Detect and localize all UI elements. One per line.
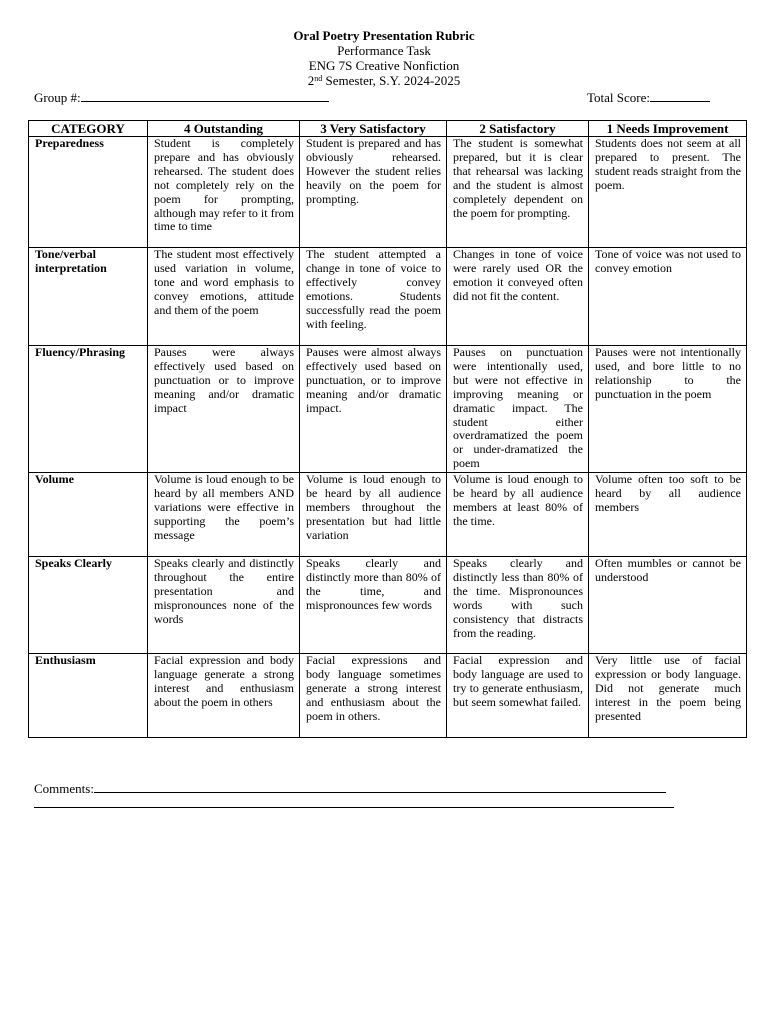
table-row (29, 248, 747, 346)
criteria-cell: Students does not seem at all prepared to present. The student reads straight from the poem. (589, 137, 747, 248)
criteria-cell: Pauses were not intentionally used, and bore little to no relationship to the punctuation in the poem (589, 346, 747, 473)
table-row (29, 473, 747, 557)
total-score-blank-line[interactable] (650, 89, 710, 102)
category-cell: Tone/verbal interpretation (29, 248, 148, 346)
criteria-cell: Pauses on punctuation were intentionally used, but were not effective in improving meaning or dramatic impact. The student either overdramatized the poem or under-dramatized the poem (447, 346, 589, 473)
document-header (0, 28, 768, 88)
rubric-table (28, 120, 747, 738)
criteria-cell: Volume is loud enough to be heard by all members AND variations were effective in supporting the poem’s message (148, 473, 300, 557)
criteria-cell: Volume is loud enough to be heard by all audience members at least 80% of the time. (447, 473, 589, 557)
criteria-cell: Pauses were almost always effectively used based on punctuation, or to improve meaning and/or dramatic impact. (300, 346, 447, 473)
category-cell: Enthusiasm (29, 654, 148, 738)
criteria-cell: Facial expression and body language are used to try to generate enthusiasm, but seem somewhat failed. (447, 654, 589, 738)
semester-line (0, 73, 768, 88)
table-row (29, 654, 747, 738)
comments-field[interactable] (34, 780, 666, 797)
comments-blank-line[interactable] (94, 780, 666, 793)
table-row (29, 557, 747, 654)
semester-suffix: nd (314, 74, 323, 83)
semester-rest: Semester, S.Y. 2024-2025 (322, 73, 461, 88)
total-score-field[interactable] (587, 89, 710, 106)
category-cell: Preparedness (29, 137, 148, 248)
table-header-row (29, 121, 747, 137)
criteria-cell: Student is prepared and has obviously rehearsed. However the student relies heavily on the poem for prompting. (300, 137, 447, 248)
criteria-cell: Facial expressions and body language sometimes generate a strong interest and enthusiasm about the poem in others. (300, 654, 447, 738)
column-header: 2 Satisfactory (447, 121, 589, 137)
criteria-cell: Speaks clearly and distinctly more than 80% of the time, and mispronounces few words (300, 557, 447, 654)
total-score-label: Total Score: (587, 90, 650, 105)
table-row (29, 346, 747, 473)
criteria-cell: Volume often too soft to be heard by all audience members (589, 473, 747, 557)
criteria-cell: Volume is loud enough to be heard by all audience members throughout the presentation but had little variation (300, 473, 447, 557)
category-cell: Volume (29, 473, 148, 557)
column-header: CATEGORY (29, 121, 148, 137)
criteria-cell: Tone of voice was not used to convey emotion (589, 248, 747, 346)
column-header: 4 Outstanding (148, 121, 300, 137)
semester-ordinal: 2 (307, 73, 315, 88)
document-title: Oral Poetry Presentation Rubric (293, 28, 475, 43)
table-row (29, 137, 747, 248)
category-cell: Fluency/Phrasing (29, 346, 148, 473)
criteria-cell: The student is somewhat prepared, but it is clear that rehearsal was lacking and the student is almost completely dependent on the poem for prompting. (447, 137, 589, 248)
course-name: ENG 7S Creative Nonfiction (308, 58, 460, 73)
criteria-cell: The student most effectively used variation in volume, tone and word emphasis to convey emotions, attitude and them of the poem (148, 248, 300, 346)
criteria-cell: Speaks clearly and distinctly less than 80% of the time. Mispronounces words with such consistency that distracts from the reading. (447, 557, 589, 654)
group-blank-line[interactable] (81, 89, 329, 102)
column-header: 3 Very Satisfactory (300, 121, 447, 137)
criteria-cell: Changes in tone of voice were rarely used OR the emotion it conveyed often did not fit the content. (447, 248, 589, 346)
group-number-field[interactable] (34, 89, 329, 106)
group-label: Group #: (34, 90, 81, 105)
criteria-cell: Pauses were always effectively used based on punctuation or to improve meaning and/or dramatic impact (148, 346, 300, 473)
criteria-cell: Often mumbles or cannot be understood (589, 557, 747, 654)
criteria-cell: Student is completely prepare and has obviously rehearsed. The student does not completely rely on the poem for prompting, although may refer to it from time to time (148, 137, 300, 248)
criteria-cell: The student attempted a change in tone of voice to effectively convey emotions. Students successfully read the poem with feeling. (300, 248, 447, 346)
comments-blank-line-2[interactable] (34, 807, 674, 808)
criteria-cell: Speaks clearly and distinctly throughout the entire presentation and mispronounces none of the words (148, 557, 300, 654)
criteria-cell: Very little use of facial expression or body language. Did not generate much interest in the poem being presented (589, 654, 747, 738)
category-cell: Speaks Clearly (29, 557, 148, 654)
comments-label: Comments: (34, 781, 94, 796)
document-subtitle: Performance Task (337, 43, 431, 58)
criteria-cell: Facial expression and body language generate a strong interest and enthusiasm about the poem in others (148, 654, 300, 738)
column-header: 1 Needs Improvement (589, 121, 747, 137)
